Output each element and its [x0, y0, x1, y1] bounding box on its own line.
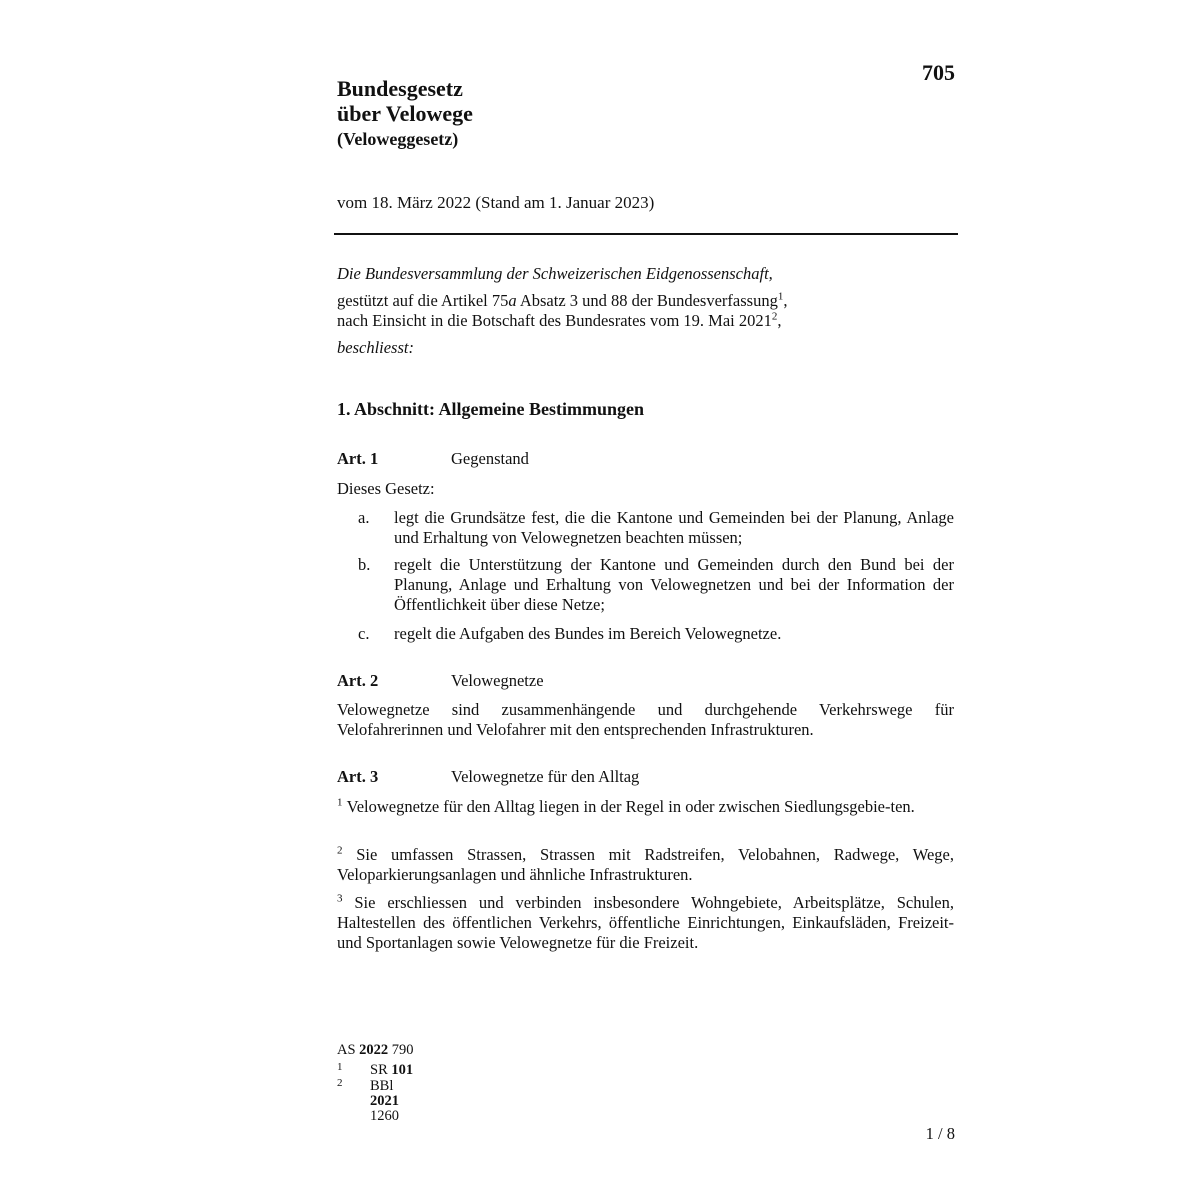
basis-end: ,	[783, 291, 788, 310]
footnote-bold: 101	[391, 1062, 414, 1078]
message-end: ,	[777, 311, 782, 330]
footnote-number: 1	[337, 1061, 343, 1073]
article-2-heading	[337, 671, 957, 691]
article-1-number: Art. 1	[337, 449, 379, 468]
preamble-message	[337, 311, 957, 331]
sr-number: 705	[922, 60, 955, 85]
list-item-label: b.	[358, 555, 371, 574]
footnote-bold: 2021	[370, 1093, 399, 1109]
article-1-heading	[337, 449, 957, 469]
paragraph-text: Sie umfassen Strassen, Strassen mit Radstreifen, Velobahnen, Radwege, Wege, Veloparkierungsanlagen und ähnliche Infrastrukturen.	[337, 845, 954, 884]
basis-italic: a	[508, 291, 517, 310]
list-item-label: a.	[358, 508, 370, 527]
footnotes	[337, 1042, 414, 1124]
footnote-prefix: SR	[370, 1062, 388, 1078]
official-collection-ref	[337, 1043, 414, 1058]
article-1-title: Gegenstand	[451, 449, 529, 468]
article-3-paragraph-3	[337, 893, 954, 953]
paragraph-number: 2	[337, 844, 343, 857]
article-2-title: Velowegnetze	[451, 671, 544, 690]
list-item-text: regelt die Unterstützung der Kantone und Gemeinden durch den Bund bei der Planung, Anlage und Erhaltung von Velowegnetzen und bei der Information der Öffentlichkeit über diese Netze;	[394, 555, 954, 614]
list-item-label: c.	[358, 624, 370, 643]
as-year: 2022	[359, 1042, 389, 1058]
article-3-heading	[337, 767, 957, 787]
as-page: 790	[391, 1042, 414, 1058]
header-divider	[334, 233, 958, 235]
article-1-intro: Dieses Gesetz:	[337, 479, 435, 498]
date-line: vom 18. März 2022 (Stand am 1. Januar 2023)	[337, 193, 655, 212]
page-number: 1 / 8	[925, 1124, 955, 1143]
footnote-ref-1[interactable]: 1	[777, 290, 784, 303]
article-3-paragraph-2	[337, 845, 954, 885]
paragraph-text: Sie erschliessen und verbinden insbesondere Wohngebiete, Arbeitsplätze, Schulen, Haltestellen des öffentlichen Verkehrs, öffentliche Einrichtungen, Einkaufsläden, Freizeit- und Sportanlagen sowie Velowegnetze für die Freizeit.	[337, 893, 955, 952]
preamble-basis	[337, 291, 957, 311]
list-item	[337, 508, 954, 548]
article-3-paragraph-1	[337, 797, 954, 817]
footnote-ref-2[interactable]: 2	[771, 310, 778, 323]
as-prefix: AS	[337, 1042, 356, 1058]
title-line-1: Bundesgesetz	[337, 76, 463, 101]
preamble-resolves: beschliesst:	[337, 338, 414, 357]
article-3-number: Art. 3	[337, 767, 379, 786]
paragraph-number: 3	[337, 892, 343, 905]
basis-text: gestützt auf die Artikel 75	[337, 291, 509, 310]
short-title: (Veloweggesetz)	[337, 129, 459, 149]
article-2-number: Art. 2	[337, 671, 379, 690]
preamble-authority: Die Bundesversammlung der Schweizerischen Eidgenossenschaft,	[337, 264, 773, 283]
message-text: nach Einsicht in die Botschaft des Bundesrates vom 19. Mai 2021	[337, 311, 772, 330]
footnote-rest: 1260	[370, 1108, 399, 1124]
paragraph-text: Velowegnetze für den Alltag liegen in der Regel in oder zwischen Siedlungsgebie-ten.	[346, 797, 915, 816]
article-2-text: Velowegnetze sind zusammenhängende und durchgehende Verkehrswege für Velofahrerinnen und Velofahrer mit den entsprechenden Infrastrukturen.	[337, 700, 954, 739]
list-item	[337, 555, 954, 615]
section-heading: 1. Abschnitt: Allgemeine Bestimmungen	[337, 399, 645, 419]
footnote-1	[337, 1063, 414, 1078]
footnote-2	[337, 1077, 414, 1124]
article-3-title: Velowegnetze für den Alltag	[451, 767, 640, 786]
document-title	[337, 76, 473, 126]
basis-text-cont: Absatz 3 und 88 der Bundesverfassung	[516, 291, 778, 310]
footnote-number: 2	[337, 1077, 343, 1089]
list-item-text: regelt die Aufgaben des Bundes im Bereich Velowegnetze.	[394, 624, 782, 643]
preamble	[337, 264, 957, 358]
footnote-prefix: BBl	[370, 1078, 394, 1094]
paragraph-number: 1	[337, 796, 343, 809]
title-line-2: über Velowege	[337, 101, 473, 126]
list-item	[337, 624, 954, 644]
list-item-text: legt die Grundsätze fest, die die Kantone und Gemeinden bei der Planung, Anlage und Erhaltung von Velowegnetzen beachten müssen;	[394, 508, 954, 547]
